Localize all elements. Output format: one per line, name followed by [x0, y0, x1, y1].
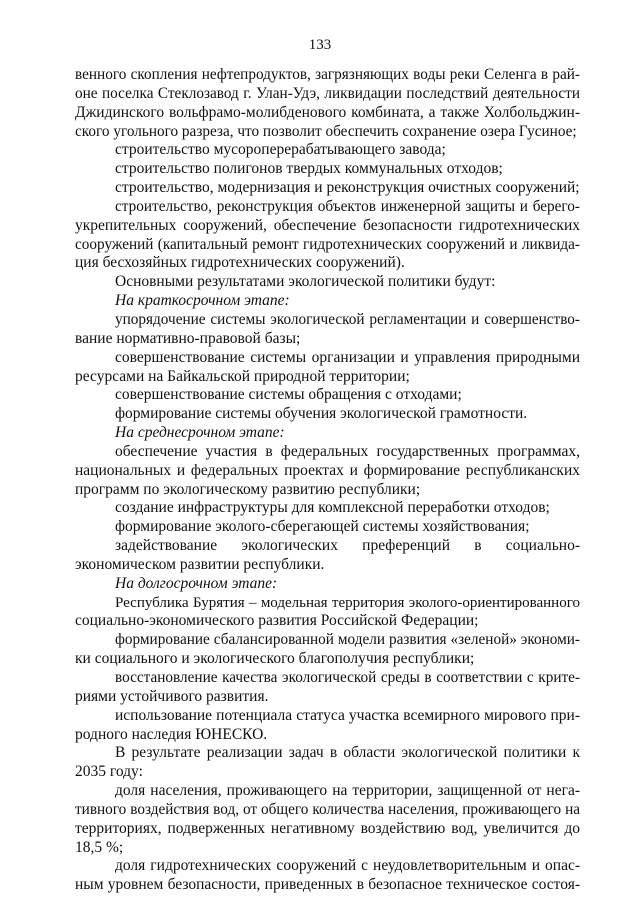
text-line: строительство, модернизация и реконструкция очистных сооружений; [115, 179, 580, 197]
text-line: формирование сбалансированной модели развития «зеленой» экономи- [115, 631, 580, 649]
text-line: На долгосрочном этапе: [115, 574, 278, 592]
text-line: ского угольного разреза, что позволит обеспечить сохранение озера Гусиное; [75, 122, 577, 140]
text-line: укрепительных сооружений, обеспечение безопасности гидротехнических [75, 216, 580, 234]
text-line: вание нормативно-правовой базы; [75, 329, 301, 347]
body-text [75, 66, 580, 895]
text-line: формирование системы обучения экологической грамотности. [115, 405, 528, 423]
text-line: задействование экологических преференций в социально- [115, 537, 580, 555]
text-line: доля гидротехнических сооружений с неудовлетворительным и опас- [115, 857, 580, 875]
text-line: строительство полигонов твердых коммунальных отходов; [115, 160, 503, 178]
text-line: венного скопления нефтепродуктов, загрязняющих воды реки Селенга в рай- [75, 66, 580, 83]
text-line: совершенствование системы обращения с отходами; [115, 386, 462, 404]
text-line: строительство мусороперерабатывающего завода; [115, 141, 446, 159]
text-line: Республика Бурятия – модельная территория эколого-ориентированного [115, 594, 580, 611]
text-line: Джидинского вольфрамо-молибденового комбината, а также Холбольджин- [75, 103, 580, 121]
text-line: На среднесрочном этапе: [115, 424, 285, 442]
text-line: территориях, подверженных негативному воздействию вод, увеличится до [75, 819, 580, 837]
text-line: строительство, реконструкция объектов инженерной защиты и берего- [115, 197, 580, 215]
text-line: программ по экологическому развитию республики; [75, 480, 421, 498]
text-line: сооружений (капитальный ремонт гидротехнических сооружений и ликвида- [75, 235, 580, 253]
text-line: восстановление качества экологической среды в соответствии с крите- [115, 669, 580, 686]
text-line: оне поселка Стеклозавод г. Улан-Удэ, ликвидации последствий деятельности [75, 84, 580, 102]
text-line: ресурсами на Байкальской природной территории; [75, 367, 410, 385]
text-line: родного наследия ЮНЕСКО. [75, 725, 268, 743]
text-line: ки социального и экологического благополучия республики; [75, 650, 475, 668]
text-line: использование потенциала статуса участка всемирного мирового при- [115, 706, 580, 724]
page-number: 133 [308, 37, 332, 53]
text-line: В результате реализации задач в области экологической политики к [115, 744, 580, 762]
text-line: риями устойчивого развития. [75, 687, 269, 705]
text-line: национальных и федеральных проектах и формирование республиканских [75, 461, 580, 479]
text-line: тивного воздействия вод, от общего количества населения, проживающего на [75, 800, 580, 818]
text-line: экономическом развитии республики. [75, 555, 325, 573]
text-line: ция бесхозяйных гидротехнических сооружений). [75, 254, 405, 272]
text-line: упорядочение системы экологической регламентации и совершенство- [115, 310, 580, 328]
text-line: доля населения, проживающего на территории, защищенной от нега- [115, 782, 580, 800]
text-line: 18,5 %; [75, 838, 124, 856]
text-line: формирование эколого-сберегающей системы хозяйствования; [115, 518, 530, 536]
text-line: совершенствование системы организации и управления природными [115, 348, 580, 366]
text-line: Основными результатами экологической политики будут: [115, 273, 496, 291]
text-line: ным уровнем безопасности, приведенных в безопасное техническое состоя- [75, 876, 580, 894]
text-line: 2035 году: [75, 763, 143, 781]
text-line: создание инфраструктуры для комплексной переработки отходов; [115, 499, 550, 517]
text-line: обеспечение участия в федеральных государственных программах, [115, 442, 580, 460]
text-line: социально-экономического развития Российской Федерации; [75, 612, 479, 630]
text-line: На краткосрочном этапе: [115, 292, 290, 310]
